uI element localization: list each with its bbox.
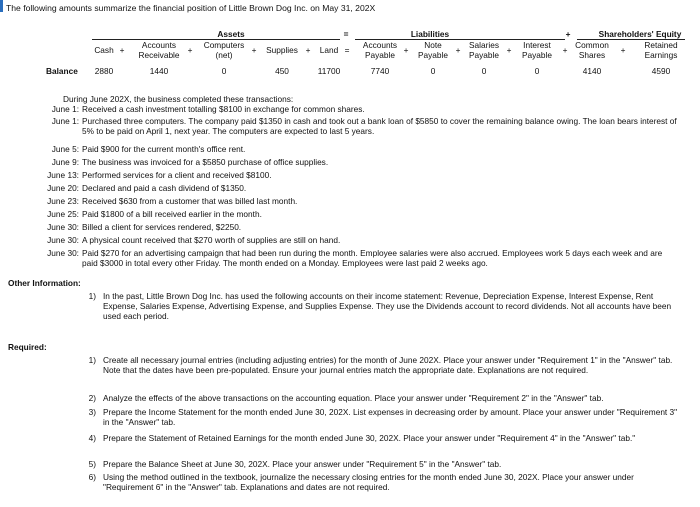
- col-computers-1: Computers: [203, 40, 245, 50]
- required-item-number: 1): [88, 355, 96, 365]
- balance-accounts-receivable: 1440: [149, 66, 169, 76]
- transaction-text: Received $630 from a customer that was billed last month.: [82, 196, 298, 206]
- op-plus: +: [403, 45, 409, 55]
- required-item-number: 4): [88, 433, 96, 443]
- op-plus: +: [251, 45, 257, 55]
- col-note-payable-2: Payable: [418, 50, 448, 60]
- row-label-balance: Balance: [46, 66, 78, 76]
- transaction-text: Billed a client for services rendered, $2250.: [82, 222, 242, 232]
- transaction-text: Paid $900 for the current month's office rent.: [82, 144, 246, 154]
- col-accounts-payable-1: Accounts: [362, 40, 398, 50]
- col-common-shares-1: Common: [575, 40, 609, 50]
- transaction-date: June 13:: [47, 170, 79, 180]
- balance-computers: 0: [221, 66, 227, 76]
- col-interest-payable-1: Interest: [523, 40, 551, 50]
- required-item-number: 6): [88, 472, 96, 482]
- transaction-date: June 20:: [47, 183, 79, 193]
- balance-common-shares: 4140: [582, 66, 602, 76]
- col-accounts-payable-2: Payable: [365, 50, 395, 60]
- transaction-text: The business was invoiced for a $5850 purchase of office supplies.: [82, 157, 329, 167]
- group-assets: Assets: [217, 29, 245, 39]
- transaction-text: A physical count received that $270 worth of supplies are still on hand.: [82, 235, 341, 245]
- col-supplies: Supplies: [266, 45, 298, 55]
- required-item-number: 3): [88, 407, 96, 417]
- transaction-date: June 30:: [47, 235, 79, 245]
- transaction-date: June 1:: [51, 104, 79, 114]
- op-plus: +: [305, 45, 311, 55]
- group-equals: =: [343, 29, 349, 39]
- col-computers-2: (net): [215, 50, 233, 60]
- required-item-text: Prepare the Balance Sheet at June 30, 202X. Place your answer under "Requirement 5" in the "Answer" tab.: [103, 459, 502, 469]
- required-item-number: 5): [88, 459, 96, 469]
- left-accent-bar: [0, 0, 3, 12]
- col-accounts-receivable-1: Accounts: [141, 40, 177, 50]
- required-item-text: Prepare the Statement of Retained Earnings for the month ended June 30, 202X. Place your answer under "Requirement 4" in the "Answer" tab.": [103, 433, 636, 443]
- op-plus: +: [506, 45, 512, 55]
- col-common-shares-2: Shares: [578, 50, 606, 60]
- transaction-text: Performed services for a client and received $8100.: [82, 170, 272, 180]
- col-note-payable-1: Note: [424, 40, 442, 50]
- col-land: Land: [319, 45, 339, 55]
- required-item-text: Prepare the Income Statement for the month ended June 30, 202X. List expenses in decreasing order by amount. Place your answer under "Requirement 3" in the "Answer" tab.: [103, 407, 678, 427]
- balance-supplies: 450: [275, 66, 289, 76]
- op-plus: +: [455, 45, 461, 55]
- transaction-date: June 25:: [47, 209, 79, 219]
- transaction-date: June 23:: [47, 196, 79, 206]
- group-shareholders-equity: Shareholders' Equity: [598, 29, 682, 39]
- balance-cash: 2880: [94, 66, 114, 76]
- col-retained-earnings-2: Earnings: [644, 50, 678, 60]
- other-item-text: In the past, Little Brown Dog Inc. has used the following accounts on their income statement: Revenue, Depreciation Expense, Interest Expense, Rent Expense, Salaries Expense, Advertising Expense, and Supplies Expense. They use the Dividends account to record dividends. Not all accounts have been used each period.: [103, 291, 672, 321]
- col-salaries-payable-1: Salaries: [469, 40, 499, 50]
- other-item-number: 1): [88, 291, 96, 301]
- group-plus: +: [565, 29, 571, 39]
- op-plus: +: [119, 45, 125, 55]
- transaction-text: Received a cash investment totalling $8100 in exchange for common shares.: [82, 104, 365, 114]
- col-retained-earnings-1: Retained: [644, 40, 678, 50]
- required-heading: Required:: [8, 342, 47, 352]
- other-information-heading: Other Information:: [8, 278, 81, 288]
- required-item-text: Create all necessary journal entries (including adjusting entries) for the month of June 202X. Place your answer under "Requirement 1" in the "Answer" tab. Note that the dates have been pre-populated. Ensure your journal entries match the appropriate date. Explanations are not required.: [103, 355, 673, 375]
- op-plus: +: [620, 45, 626, 55]
- op-plus: +: [187, 45, 193, 55]
- balance-salaries-payable: 0: [481, 66, 487, 76]
- transaction-date: June 30:: [47, 248, 79, 258]
- transaction-date: June 9:: [51, 157, 79, 167]
- col-interest-payable-2: Payable: [522, 50, 552, 60]
- transactions-intro: During June 202X, the business completed these transactions:: [63, 94, 294, 104]
- intro-text: The following amounts summarize the financial position of Little Brown Dog Inc. on May 31, 202X: [6, 3, 376, 13]
- required-item-number: 2): [88, 393, 96, 403]
- transaction-text: Paid $1800 of a bill received earlier in the month.: [82, 209, 262, 219]
- transaction-text: Declared and paid a cash dividend of $1350.: [82, 183, 247, 193]
- col-cash: Cash: [94, 45, 114, 55]
- balance-land: 11700: [317, 66, 341, 76]
- required-item-text: Using the method outlined in the textbook, journalize the necessary closing entries for the month ended June 30, 202X. Place your answer under "Requirement 6" in the "Answer" tab. Explanations and dates are not required.: [103, 472, 634, 492]
- transaction-text: Paid $270 for an advertising campaign that had been run during the month. Employee salaries were also accrued. Employees work 5 days each week and are paid $3000 in total every other Friday. The month ended on a Monday. Employees were last paid 2 weeks ago.: [82, 248, 663, 268]
- col-accounts-receivable-2: Receivable: [138, 50, 180, 60]
- col-salaries-payable-2: Payable: [469, 50, 499, 60]
- required-item-text: Analyze the effects of the above transactions on the accounting equation. Place your answer under "Requirement 2" in the "Answer" tab.: [103, 393, 604, 403]
- op-equals: =: [344, 45, 350, 55]
- transaction-date: June 1:: [51, 116, 79, 126]
- op-plus: +: [562, 45, 568, 55]
- balance-note-payable: 0: [430, 66, 436, 76]
- group-liabilities: Liabilities: [410, 29, 450, 39]
- balance-interest-payable: 0: [534, 66, 540, 76]
- transaction-date: June 30:: [47, 222, 79, 232]
- balance-accounts-payable: 7740: [370, 66, 390, 76]
- balance-retained-earnings: 4590: [651, 66, 671, 76]
- transaction-text: Purchased three computers. The company paid $1350 in cash and took out a bank loan of $5850 to cover the remaining balance owing. The loan bears interest of 5% to be paid on April 1, next year. The computers are expected to last 5 years.: [82, 116, 677, 136]
- transaction-date: June 5:: [51, 144, 79, 154]
